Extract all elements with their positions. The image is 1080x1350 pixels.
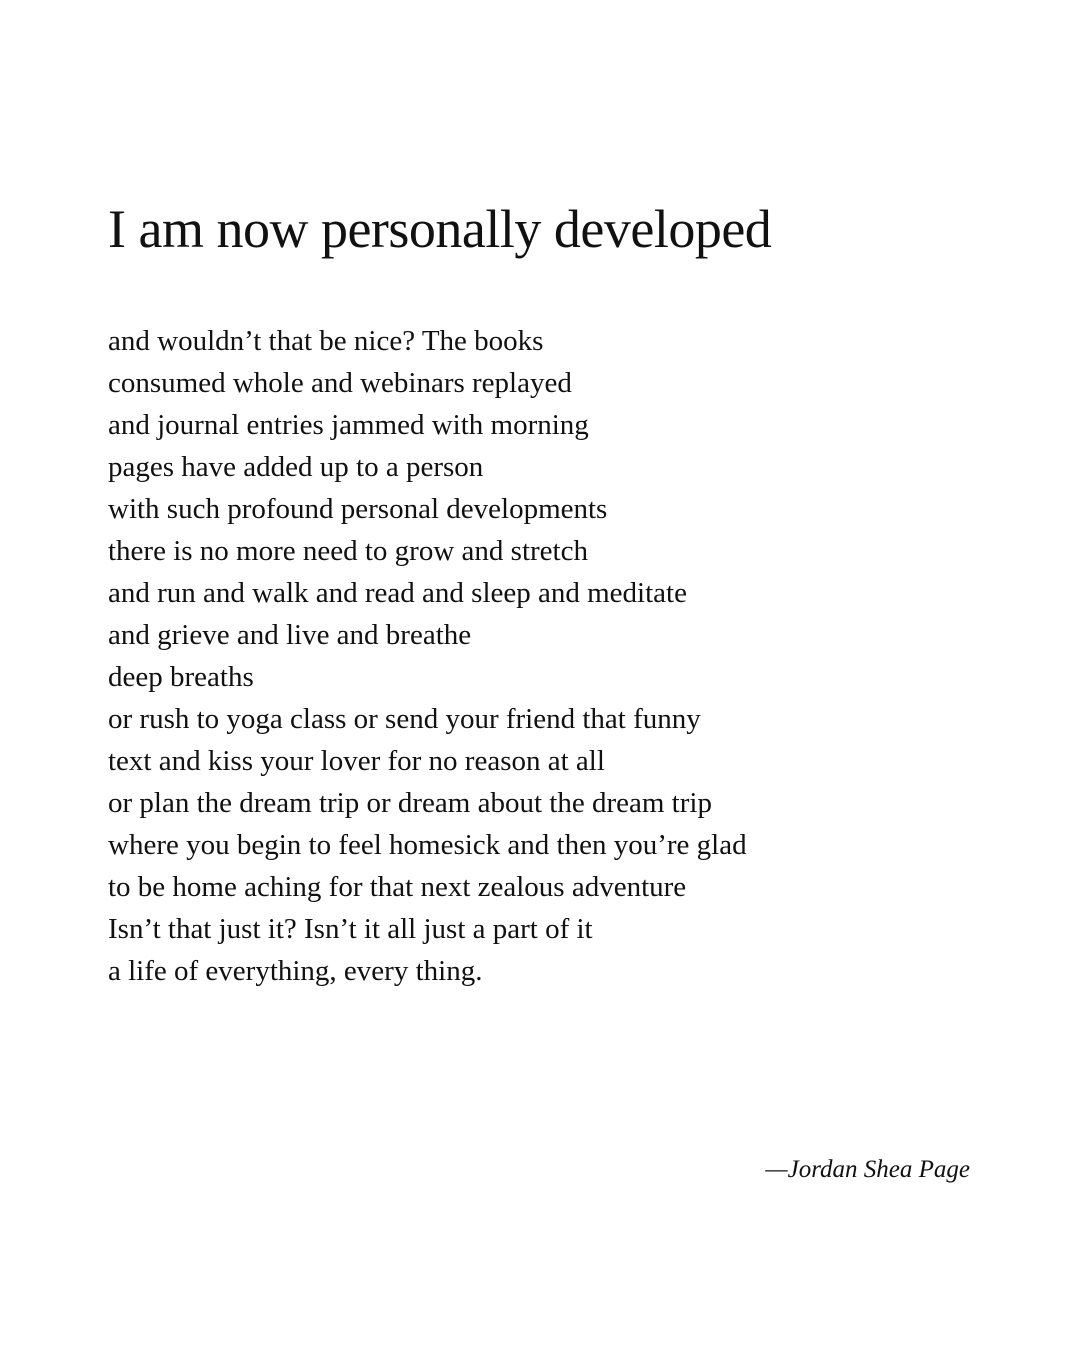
poem-line: and grieve and live and breathe	[108, 619, 472, 651]
poem-line: and journal entries jammed with morning	[108, 409, 589, 441]
author-attribution: —Jordan Shea Page	[765, 1156, 970, 1183]
poem-line: or plan the dream trip or dream about the dream trip	[108, 787, 712, 819]
poem-body	[108, 320, 747, 992]
poem-line: deep breaths	[108, 661, 254, 693]
poem-line: and wouldn’t that be nice? The books	[108, 325, 544, 357]
poem-line: pages have added up to a person	[108, 451, 484, 483]
poem-line: to be home aching for that next zealous adventure	[108, 871, 687, 903]
poem-line: Isn’t that just it? Isn’t it all just a part of it	[108, 913, 593, 945]
poem-line: or rush to yoga class or send your friend that funny	[108, 703, 701, 735]
poem-line: text and kiss your lover for no reason at all	[108, 745, 605, 777]
poem-line: where you begin to feel homesick and then you’re glad	[108, 829, 747, 861]
poem-line: there is no more need to grow and stretch	[108, 535, 588, 567]
poem-title: I am now personally developed	[108, 199, 772, 259]
poem-line: consumed whole and webinars replayed	[108, 367, 572, 399]
poem-line: and run and walk and read and sleep and meditate	[108, 577, 687, 609]
poem-line: with such profound personal developments	[108, 493, 608, 525]
poem-line: a life of everything, every thing.	[108, 955, 483, 987]
